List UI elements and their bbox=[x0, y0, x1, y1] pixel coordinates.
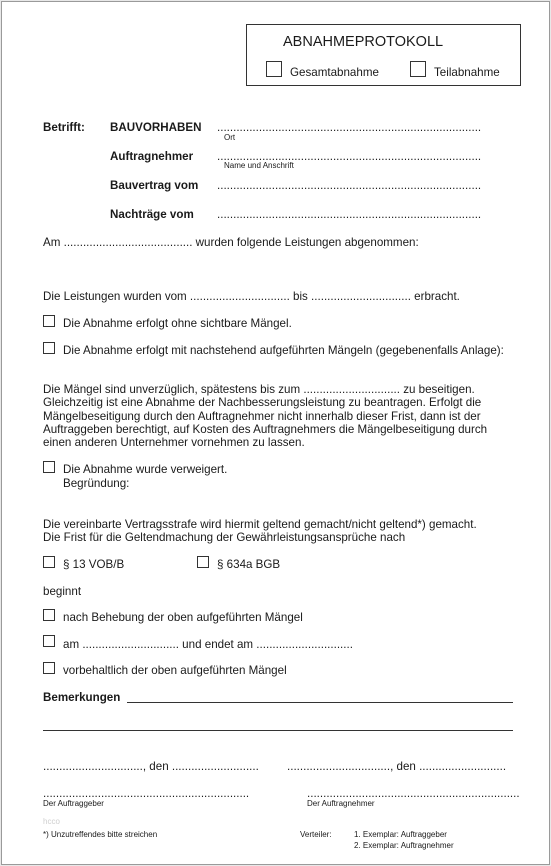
penalty-line: Die Frist für die Geltendmachung der Gewährleistungsansprüche nach bbox=[43, 531, 406, 545]
partial-acceptance-checkbox[interactable] bbox=[410, 61, 426, 77]
subject-label: Betrifft: bbox=[43, 121, 85, 134]
full-acceptance-label: Gesamtabnahme bbox=[290, 66, 379, 79]
project-sublabel: Ort bbox=[224, 133, 236, 142]
on-date-checkbox[interactable] bbox=[43, 635, 55, 647]
defects-line: einen anderen Unternehmer vornehmen zu lassen. bbox=[43, 436, 305, 450]
reserved-checkbox[interactable] bbox=[43, 662, 55, 674]
begins-label: beginnt bbox=[43, 585, 82, 598]
contractor-signature-label: Der Auftragnehmer bbox=[307, 799, 375, 808]
with-defects-label: Die Abnahme erfolgt mit nachstehend aufgeführten Mängeln (gegebenenfalls Anlage): bbox=[63, 344, 504, 357]
after-remedy-label: nach Behebung der oben aufgeführten Mängel bbox=[63, 611, 303, 624]
addenda-label: Nachträge vom bbox=[110, 208, 194, 221]
refused-label: Die Abnahme wurde verweigert. bbox=[63, 463, 228, 476]
bgb-checkbox[interactable] bbox=[197, 556, 209, 568]
defects-line: Auftraggeben berechtigt, auf Kosten des Auftragnehmers die Mängelbeseitigung durch bbox=[43, 422, 488, 436]
defects-line: Die Mängel sind unverzüglich, spätestens bis zum .............................. zu beseitigen. bbox=[43, 383, 475, 396]
client-place-date[interactable]: ..............................., den ........................... bbox=[43, 760, 259, 773]
distribution-label: Verteiler: bbox=[300, 830, 332, 839]
refused-checkbox[interactable] bbox=[43, 461, 55, 473]
vob-checkbox[interactable] bbox=[43, 556, 55, 568]
contract-field[interactable]: .................................................................................. bbox=[217, 179, 482, 192]
addenda-field[interactable]: .................................................................................. bbox=[217, 208, 482, 221]
contract-label: Bauvertrag vom bbox=[110, 179, 199, 192]
no-defects-checkbox[interactable] bbox=[43, 315, 55, 327]
watermark-logo: hcco bbox=[43, 817, 60, 826]
no-defects-label: Die Abnahme erfolgt ohne sichtbare Mängel. bbox=[63, 317, 292, 330]
contractor-signature-line[interactable]: .................................................................. bbox=[307, 787, 520, 800]
performance-period-line: Die Leistungen wurden vom ............................... bis ............................... erbracht. bbox=[43, 290, 460, 303]
contractor-sublabel: Name und Anschrift bbox=[224, 161, 294, 170]
on-date-label: am .............................. und endet am .............................. bbox=[63, 638, 353, 651]
distribution-copy-2: 2. Exemplar: Auftragnehmer bbox=[354, 841, 454, 850]
client-signature-label: Der Auftraggeber bbox=[43, 799, 104, 808]
partial-acceptance-label: Teilabnahme bbox=[434, 66, 500, 79]
contractor-field[interactable]: .................................................................................. bbox=[217, 150, 482, 163]
defects-line: Gleichzeitig ist eine Abnahme der Nachbesserungsleistung zu beantragen. Erfolgt die bbox=[43, 396, 482, 410]
reserved-label: vorbehaltlich der oben aufgeführten Mängel bbox=[63, 664, 287, 677]
footnote: *) Unzutreffendes bitte streichen bbox=[43, 830, 158, 839]
with-defects-checkbox[interactable] bbox=[43, 342, 55, 354]
defects-line: Mängelbeseitigung durch den Auftragnehmer nicht innerhalb dieser Frist, dann ist der bbox=[43, 409, 481, 423]
after-remedy-checkbox[interactable] bbox=[43, 609, 55, 621]
contractor-label: Auftragnehmer bbox=[110, 150, 194, 163]
penalty-line: Die vereinbarte Vertragsstrafe wird hiermit geltend gemacht/nicht geltend*) gemacht. bbox=[43, 518, 477, 531]
vob-label: § 13 VOB/B bbox=[63, 558, 125, 571]
remarks-line[interactable] bbox=[127, 702, 513, 703]
contractor-place-date[interactable]: ................................, den ........................... bbox=[287, 760, 507, 773]
remarks-label: Bemerkungen bbox=[43, 691, 121, 704]
refusal-reason-label: Begründung: bbox=[63, 477, 130, 490]
project-label: BAUVORHABEN bbox=[110, 121, 202, 134]
title-box bbox=[246, 24, 521, 86]
page-title: ABNAHMEPROTOKOLL bbox=[283, 34, 444, 50]
client-signature-line[interactable]: ................................................................ bbox=[43, 787, 250, 800]
bgb-label: § 634a BGB bbox=[217, 558, 281, 571]
remarks-line[interactable] bbox=[43, 730, 513, 731]
full-acceptance-checkbox[interactable] bbox=[266, 61, 282, 77]
acceptance-date-line: Am ........................................ wurden folgende Leistungen abgenommen: bbox=[43, 236, 419, 249]
protocol-page bbox=[1, 1, 550, 865]
distribution-copy-1: 1. Exemplar: Auftraggeber bbox=[354, 830, 447, 839]
project-field[interactable]: .................................................................................. bbox=[217, 121, 482, 134]
penalty-paragraph bbox=[43, 518, 477, 545]
defects-paragraph bbox=[43, 383, 487, 449]
